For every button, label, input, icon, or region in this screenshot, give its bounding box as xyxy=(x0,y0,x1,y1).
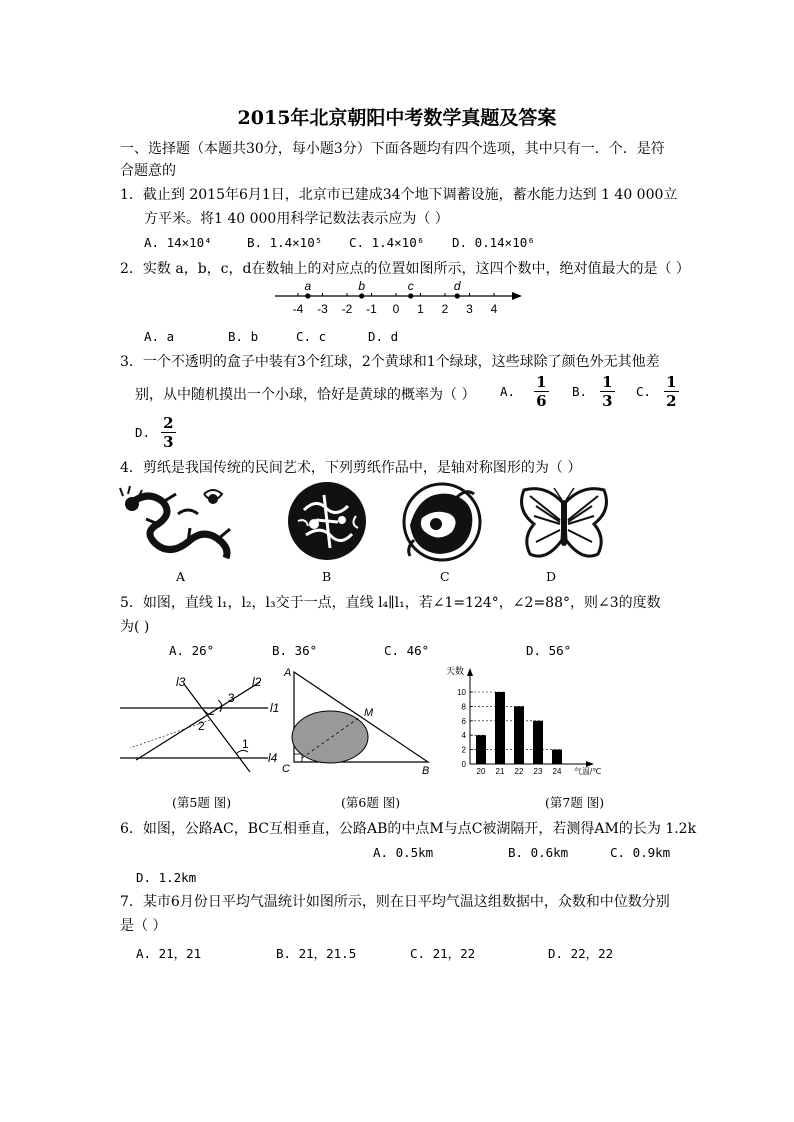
bar-24 xyxy=(552,750,562,764)
y-axis-title: 天数 xyxy=(446,666,465,676)
number-line-figure xyxy=(270,278,530,318)
number-line-tick-label: 0 xyxy=(392,302,400,316)
q3-stem-line1: 3．一个不透明的盒子中装有3个红球，2个黄球和1个绿球，这些球除了颜色外无其他差 xyxy=(120,354,660,370)
q7-option-b: B. 21，21.5 xyxy=(276,946,357,961)
q3-option-d: D. $\frac{2}{3}$ xyxy=(135,414,174,451)
q1-option-c: C. 1.4×10⁶ xyxy=(349,235,425,250)
y-tick-label: 8 xyxy=(461,702,466,712)
q2-option-a: A. a xyxy=(144,329,175,344)
q3-option-b: B. $\frac{1}{3}$ xyxy=(572,373,613,410)
x-axis-title: 气温/℃ xyxy=(574,767,602,776)
q5-stem-line1: 5．如图，直线 l₁，l₂，l₃交于一点，直线 l₄∥l₁，若∠1=124°，∠2=88°，则∠3的度数 xyxy=(120,595,661,611)
q2-option-b: B. b xyxy=(228,329,259,344)
q1-option-b: B. 1.4×10⁵ xyxy=(247,235,323,250)
number-line-point-d xyxy=(455,293,460,298)
q5-option-c: C. 46° xyxy=(384,643,430,658)
x-tick-label: 22 xyxy=(514,767,524,776)
caption-figure-5: (第5题 图) xyxy=(172,795,232,810)
page-title: 2015年北京朝阳中考数学真题及答案 xyxy=(237,107,557,129)
figure-5-lines xyxy=(118,664,290,774)
number-line-tick-label: 1 xyxy=(417,302,424,316)
q1-stem-line2: 方平米。将1 40 000用科学记数法表示应为（ ） xyxy=(144,211,449,227)
q4-label-d: D xyxy=(546,569,557,584)
x-tick-label: 20 xyxy=(476,767,486,776)
number-line-tick-label: -1 xyxy=(366,302,377,316)
q1-option-a: A. 14×10⁴ xyxy=(144,235,212,250)
number-line-tick-label: 2 xyxy=(441,302,449,316)
point-m-label: M xyxy=(364,707,374,719)
q6-stem-line1: 6．如图，公路AC，BC互相垂直，公路AB的中点M与点C被湖隔开，若测得AM的长为 1.2k xyxy=(120,821,697,837)
q1-stem-line1: 1．截止到 2015年6月1日，北京市已建成34个地下调蓄设施，蓄水能力达到 1 40 000立 xyxy=(120,187,678,203)
q6-option-c: C. 0.9km xyxy=(610,845,671,860)
caption-figure-6: (第6题 图) xyxy=(341,795,401,810)
q5-option-b: B. 36° xyxy=(272,643,318,658)
q6-option-a: A. 0.5km xyxy=(373,845,434,860)
number-line-point-b xyxy=(359,293,364,298)
q7-option-d: D. 22，22 xyxy=(548,946,614,961)
fish-papercut-image xyxy=(400,480,484,564)
q4-stem: 4．剪纸是我国传统的民间艺术，下列剪纸作品中，是轴对称图形的为（ ） xyxy=(120,460,582,476)
butterfly-papercut-image xyxy=(516,484,612,562)
number-line-point-c xyxy=(408,293,413,298)
q2-option-d: D. d xyxy=(368,329,399,344)
q3-option-c: C. $\frac{1}{2}$ xyxy=(636,373,677,410)
number-line-point-a xyxy=(305,293,310,298)
q2-stem: 2．实数 a，b，c，d在数轴上的对应点的位置如图所示，这四个数中，绝对值最大的是（ ） xyxy=(120,261,690,277)
q1-option-d: D. 0.14×10⁶ xyxy=(452,235,535,250)
number-line-tick-label: 3 xyxy=(466,302,473,316)
bar-23 xyxy=(533,721,543,764)
label-l4: l4 xyxy=(268,751,278,765)
q4-label-b: B xyxy=(322,569,332,584)
angle-1-label: 1 xyxy=(242,737,249,751)
number-line-tick-label: -3 xyxy=(317,302,328,316)
number-line-point-label: a xyxy=(304,279,312,293)
q4-label-a: A xyxy=(176,569,186,584)
dragon-papercut-image xyxy=(118,484,238,564)
angle-2-label: 2 xyxy=(198,719,205,733)
number-line-point-label: c xyxy=(407,279,414,293)
q7-option-a: A. 21，21 xyxy=(136,946,202,961)
number-line-tick-label: -2 xyxy=(341,302,353,316)
q7-stem-line2: 是（ ） xyxy=(120,918,167,934)
figure-6-triangle xyxy=(280,662,440,778)
label-l2: l2 xyxy=(252,675,262,689)
bar-21 xyxy=(495,692,505,764)
point-a-label: A xyxy=(284,667,292,679)
number-line-tick-label: -4 xyxy=(292,302,304,316)
y-tick-label: 4 xyxy=(461,731,466,741)
q5-option-a: A. 26° xyxy=(169,643,215,658)
angle-3-label: 3 xyxy=(228,691,235,705)
q5-option-d: D. 56° xyxy=(526,643,572,658)
figure-7-bar-chart xyxy=(440,664,610,778)
x-tick-label: 21 xyxy=(495,767,505,776)
number-line-point-label: d xyxy=(453,279,461,293)
q3-stem-line2: 别，从中随机摸出一个小球，恰好是黄球的概率为（ ） xyxy=(135,387,476,403)
caption-figure-7: (第7题 图) xyxy=(545,795,605,810)
q6-option-b: B. 0.6km xyxy=(508,845,569,860)
q5-stem-line2: 为( ) xyxy=(120,619,150,635)
x-tick-label: 23 xyxy=(533,767,543,776)
number-line-point-label: b xyxy=(358,279,366,293)
label-l1: l1 xyxy=(270,701,280,715)
number-line-tick-label: 4 xyxy=(490,302,498,316)
q6-option-d: D. 1.2km xyxy=(136,870,197,885)
y-tick-label: 0 xyxy=(461,760,466,769)
label-l3: l3 xyxy=(176,675,186,689)
q7-stem-line1: 7．某市6月份日平均气温统计如图所示，则在日平均气温这组数据中，众数和中位数分别 xyxy=(120,894,670,910)
q7-option-c: C. 21，22 xyxy=(410,946,476,961)
bar-22 xyxy=(514,706,524,764)
y-tick-label: 6 xyxy=(461,716,466,726)
q2-option-c: C. c xyxy=(296,329,327,344)
section-heading-line2: 合题意的 xyxy=(120,163,176,179)
y-tick-label: 10 xyxy=(457,688,466,697)
bar-20 xyxy=(476,735,486,764)
point-c-label: C xyxy=(282,763,290,775)
x-tick-label: 24 xyxy=(552,767,562,776)
section-heading-line1: 一、选择题（本题共30分，每小题3分）下面各题均有四个选项，其中只有一．个．是符 xyxy=(120,141,665,157)
round-papercut-image xyxy=(286,480,368,562)
y-tick-label: 2 xyxy=(461,745,466,755)
point-b-label: B xyxy=(422,765,430,777)
q4-label-c: C xyxy=(440,569,450,584)
q3-option-a: A. $\frac{1}{6}$ xyxy=(500,373,547,410)
